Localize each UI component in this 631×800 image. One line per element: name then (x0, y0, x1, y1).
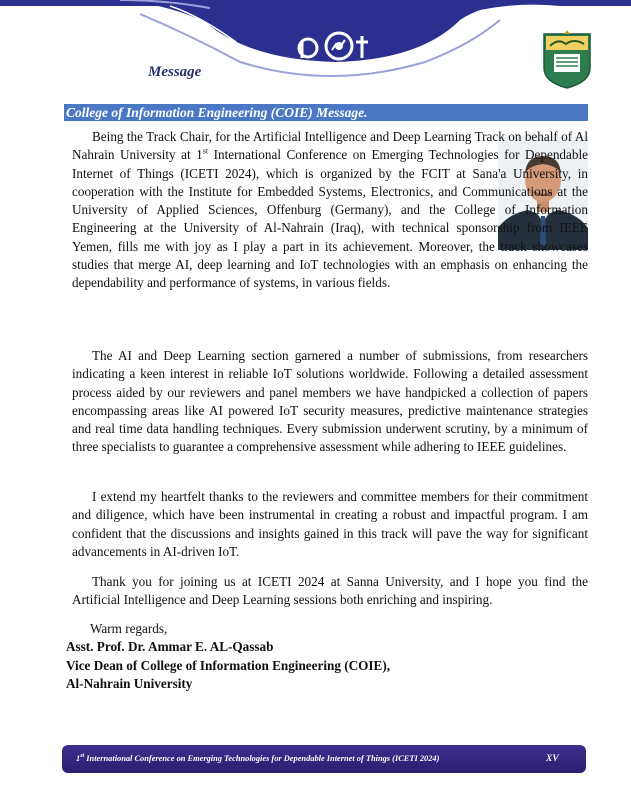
paragraph-1-start: Being the Track Chair, for the Artificial Intelligence and Deep Learning Track on behalf of Al Nahrain University at 1 (72, 129, 588, 163)
paragraph-3 (72, 488, 588, 561)
page-number: XV (546, 754, 559, 764)
footer-conference-title (76, 754, 536, 763)
footer-ordinal-number: 1 (76, 754, 81, 763)
iceti-logo-text: ICETI 2024 (307, 62, 373, 76)
paragraph-4-text: Thank you for joining us at ICETI 2024 at Sanna University, and I hope you find the Artificial Intelligence and Deep Learning sessions both enriching and inspiring. (72, 574, 588, 608)
paragraph-4 (72, 573, 588, 610)
signature-regards: Warm regards, (90, 621, 168, 636)
signature-name: Asst. Prof. Dr. Ammar E. AL-Qassab (66, 639, 274, 655)
section-title: College of Information Engineering (COIE) Message. (66, 105, 368, 120)
footer-ordinal-suffix: st (80, 753, 85, 760)
signature-title: Vice Dean of College of Information Engineering (COIE), (66, 657, 391, 673)
university-logo-icon (540, 28, 594, 90)
paragraph-3-text: I extend my heartfelt thanks to the reviewers and committee members for their commitment and diligence, which have been instrumental in creating a robust and impactful program. I am confident that the discussions and insights gained in this track will pave the way for significant advancements in AI-driven IoT. (72, 489, 588, 559)
paragraph-2 (72, 347, 588, 457)
footer-title-text: International Conference on Emerging Technologies for Dependable Internet of Things (ICETI 2024) (84, 754, 440, 763)
paragraph-1 (72, 128, 588, 293)
signature-block (66, 620, 390, 693)
signature-organization: Al-Nahrain University (66, 675, 193, 691)
paragraph-1-ordinal: st (202, 146, 209, 156)
paragraph-2-text: The AI and Deep Learning section garnered a number of submissions, from researchers indicating a keen interest in reliable IoT solutions worldwide. Following a detailed assessment process aided by our reviewers and panel members we have handpicked a collection of papers encompassing areas like AI powered IoT security measures, predictive maintenance strategies and real time data handling techniques. Every submission underwent scrutiny, by a minimum of three specialists to guarantee a comprehensive assessment while adhering to IEEE guidelines. (72, 348, 588, 455)
paragraph-1-rest: International Conference on Emerging Technologies for Dependable Internet of Things (ICETI 2024), which is organized by the FCIT at Sana'a University, in cooperation with the Institute for Embedded Systems, Electronics, and Communications at the University of Applied Sciences, Offenburg (Germany), and the College of Information Engineering at the University of Al-Nahrain (Iraq), with technical sponsorship from IEEE Yemen, fills me with joy as I play a part in its achievement. Moreover, the track showcases studies that merge AI, deep learning and IoT technologies with an emphasis on enhancing the dependability and performance of systems, in various fields. (72, 147, 588, 291)
message-heading: Message (148, 64, 202, 80)
